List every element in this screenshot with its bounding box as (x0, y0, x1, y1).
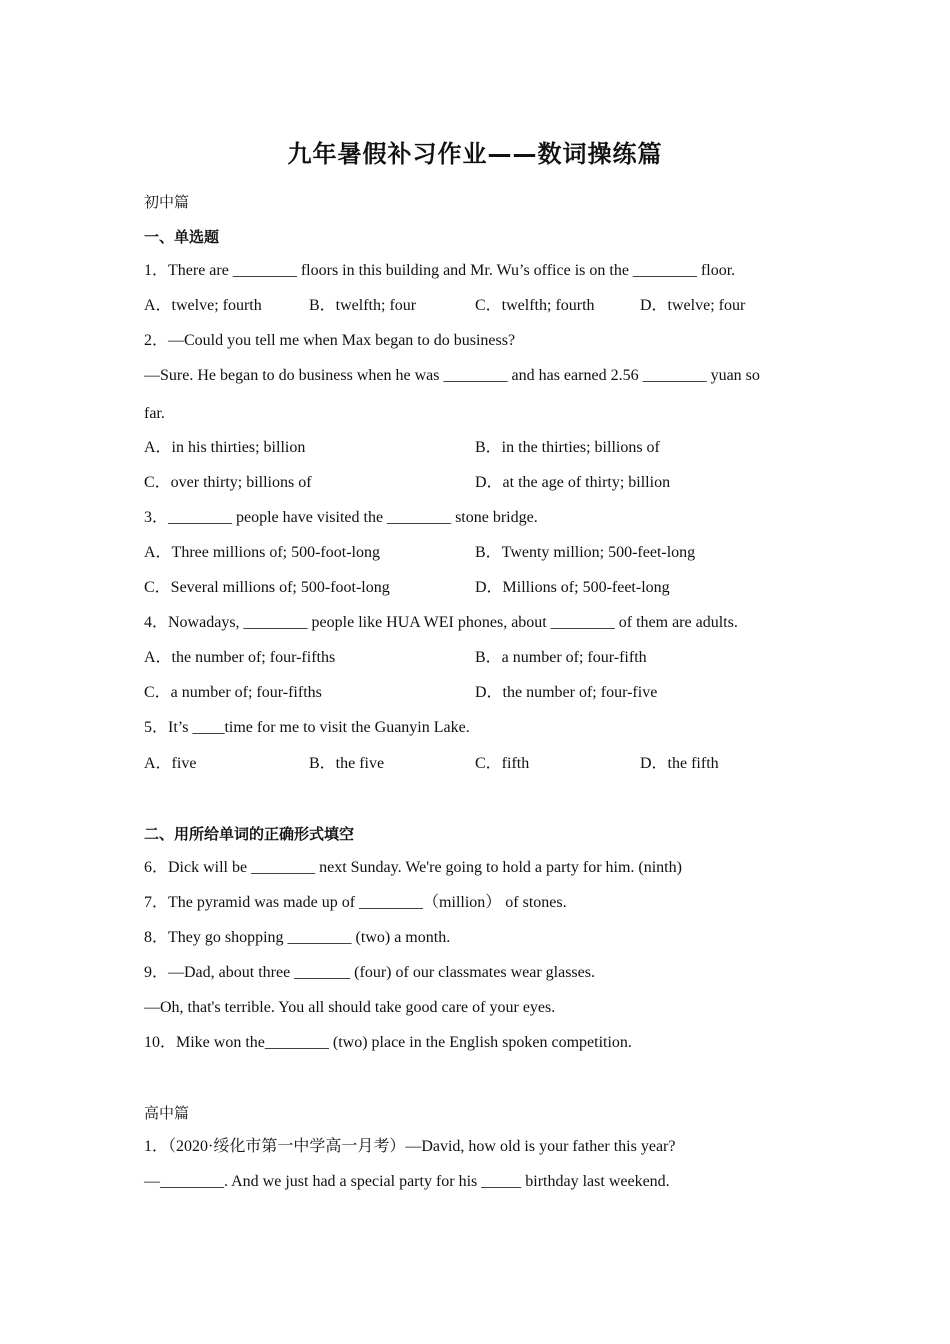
q5-option-d: D．the fifth (640, 755, 719, 772)
q5-option-c: C．fifth (475, 755, 530, 772)
page-title: 九年暑假补习作业——数词操练篇 (287, 140, 663, 168)
q5-option-a: A．five (144, 755, 197, 772)
question-5-stem: 5．It’s ____time for me to visit the Guanyin Lake. (144, 719, 470, 736)
q4-option-c: C．a number of; four-fifths (144, 684, 322, 701)
q5-option-b: B．the five (309, 755, 385, 772)
question-3-stem: 3．________ people have visited the ________ stone bridge. (144, 509, 538, 526)
q4-option-d: D．the number of; four-five (475, 684, 658, 701)
q1-option-b: B．twelfth; four (309, 297, 417, 314)
question-9-line1: 9．—Dad, about three _______ (four) of our classmates wear glasses. (144, 964, 595, 981)
q2-option-c: C．over thirty; billions of (144, 474, 312, 491)
q3-option-d: D．Millions of; 500-feet-long (475, 579, 670, 596)
question-6: 6．Dick will be ________ next Sunday. We're going to hold a party for him. (ninth) (144, 859, 682, 876)
senior-question-1-line1: 1．（2020·绥化市第一中学高一月考）—David, how old is your father this year? (144, 1138, 676, 1155)
q1-option-c: C．twelfth; fourth (475, 297, 595, 314)
q3-option-c: C．Several millions of; 500-foot-long (144, 579, 390, 596)
senior-question-1-line2: —________. And we just had a special party for his _____ birthday last weekend. (144, 1173, 670, 1190)
q1-option-a: A．twelve; fourth (144, 297, 262, 314)
question-9-line2: —Oh, that's terrible. You all should take good care of your eyes. (144, 999, 556, 1016)
q4-option-b: B．a number of; four-fifth (475, 649, 647, 666)
question-7: 7．The pyramid was made up of ________（million） of stones. (144, 894, 567, 911)
q2-option-a: A．in his thirties; billion (144, 439, 306, 456)
junior-label: 初中篇 (144, 193, 190, 211)
question-4-stem: 4．Nowadays, ________ people like HUA WEI phones, about ________ of them are adults. (144, 614, 738, 631)
question-2-line3: far. (144, 405, 165, 422)
question-8: 8．They go shopping ________ (two) a month. (144, 929, 451, 946)
senior-label: 高中篇 (144, 1104, 190, 1122)
question-10: 10．Mike won the________ (two) place in the English spoken competition. (144, 1034, 632, 1051)
q3-option-b: B．Twenty million; 500-feet-long (475, 544, 696, 561)
q4-option-a: A．the number of; four-fifths (144, 649, 336, 666)
question-2-stem: 2．—Could you tell me when Max began to do business? (144, 332, 516, 349)
section-heading-single-choice: 一、单选题 (144, 228, 220, 246)
q2-option-d: D．at the age of thirty; billion (475, 474, 671, 491)
q3-option-a: A．Three millions of; 500-foot-long (144, 544, 380, 561)
section-heading-fill-in: 二、用所给单词的正确形式填空 (144, 825, 355, 843)
question-1-stem: 1．There are ________ floors in this building and Mr. Wu’s office is on the ________ floor. (144, 262, 736, 279)
q1-option-d: D．twelve; four (640, 297, 746, 314)
question-2-line2: —Sure. He began to do business when he was ________ and has earned 2.56 ________ yuan so (144, 367, 760, 384)
q2-option-b: B．in the thirties; billions of (475, 439, 660, 456)
